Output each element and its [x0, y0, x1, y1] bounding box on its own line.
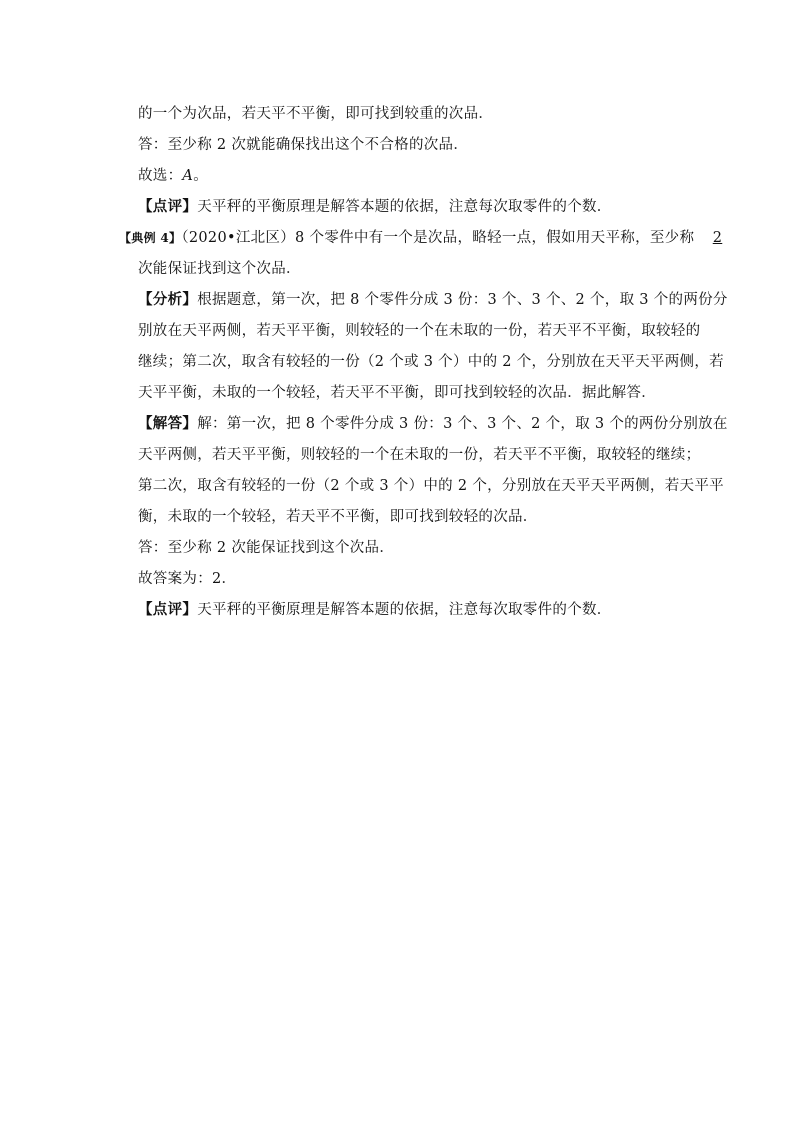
analysis-text: 根据题意，第一次，把 8 个零件分成 3 份：3 个、3 个、2 个，取 3 个的两份分: [197, 292, 728, 308]
answer-line: 答：至少称 2 次就能确保找出这个不合格的次品．: [138, 137, 469, 153]
analysis-tag: 【分析】: [138, 291, 198, 308]
analysis-line-1: [138, 290, 728, 310]
comment-text: 天平秤的平衡原理是解答本题的依据，注意每次取零件的个数．: [197, 199, 612, 215]
final-answer-line: 故答案为：2．: [138, 571, 237, 587]
example-question-line: [119, 228, 722, 248]
example-question-cont: 次能保证找到这个次品．: [138, 261, 301, 277]
solution-line-1: [138, 414, 728, 434]
analysis-line-3: 继续；第二次，取含有较轻的一份（2 个或 3 个）中的 2 个，分别放在天平天平两侧，若: [138, 354, 724, 370]
solution-text: 解：第一次，把 8 个零件分成 3 份：3 个、3 个、2 个，取 3 个的两份分别放在: [197, 416, 728, 432]
answer-blank: 2: [712, 230, 723, 246]
choice-suffix: 。: [193, 168, 208, 184]
analysis-line-2: 别放在天平两侧，若天平平衡，则较轻的一个在未取的一份，若天平不平衡，取较轻的: [138, 323, 701, 339]
solution-tag: 【解答】: [138, 415, 198, 432]
example-question-text: （2020•江北区）8 个零件中有一个是次品，略轻一点，假如用天平称，至少称: [181, 230, 695, 246]
continuation-line: 的一个为次品，若天平不平衡，即可找到较重的次品．: [138, 106, 494, 122]
solution-line-4: 衡，未取的一个较轻，若天平不平衡，即可找到较轻的次品．: [138, 509, 538, 525]
solution-line-3: 第二次，取含有较轻的一份（2 个或 3 个）中的 2 个，分别放在天平天平两侧，若天平平: [138, 478, 724, 494]
analysis-line-4: 天平平衡，未取的一个较轻，若天平不平衡，即可找到较轻的次品．据此解答．: [138, 385, 656, 401]
choice-line: [138, 166, 208, 186]
solution-answer-line: 答：至少称 2 次能保证找到这个次品．: [138, 540, 395, 556]
comment-tag: 【点评】: [138, 198, 198, 215]
comment-tag-2: 【点评】: [138, 601, 198, 618]
comment-line: [138, 197, 612, 217]
solution-line-2: 天平两侧，若天平平衡，则较轻的一个在未取的一份，若天平不平衡，取较轻的继续；: [138, 447, 701, 463]
comment-text-2: 天平秤的平衡原理是解答本题的依据，注意每次取零件的个数．: [197, 602, 612, 618]
choice-letter: A: [182, 168, 194, 184]
comment-line-2: [138, 600, 612, 620]
choice-prefix: 故选：: [138, 168, 183, 184]
example-tag: 【典例 4】: [119, 231, 182, 245]
